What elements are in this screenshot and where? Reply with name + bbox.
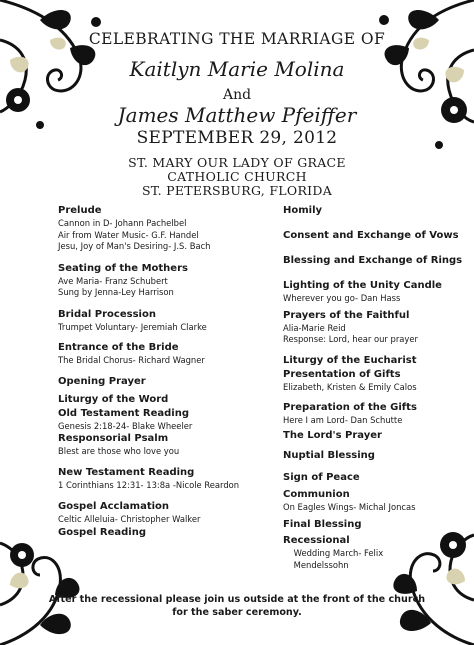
program-item-title: Communion <box>283 488 350 500</box>
program-item-title: Nuptial Blessing <box>283 449 375 461</box>
program-item <box>283 279 474 305</box>
program-item-detail: The Bridal Chorus- Richard Wagner <box>58 355 205 365</box>
program-item <box>283 254 474 268</box>
program-item <box>283 354 474 368</box>
program-item <box>283 534 474 571</box>
program-item <box>58 432 258 458</box>
program-item-detail: Elizabeth, Kristen & Emily Calos <box>283 381 417 392</box>
program-item-title: Sign of Peace <box>283 471 360 483</box>
program-item <box>283 401 474 427</box>
program-item <box>283 368 474 394</box>
program-item-detail: Response: Lord, hear our prayer <box>283 334 418 344</box>
program-item <box>283 204 474 218</box>
program-item-detail: 1 Corinthians 12:31- 13:8a -Nicole Reardon <box>58 479 240 490</box>
footer-line-1: After the recessional please join us outside at the front of the church <box>48 594 426 605</box>
program-item-title: Gospel Reading <box>58 526 146 538</box>
program-item-detail: Blest are those who love you <box>58 446 180 456</box>
program-item-detail: Wherever you go- Dan Hass <box>283 293 401 303</box>
and-text: And <box>222 87 252 103</box>
program-item-detail: Cannon in D- Johann Pachelbel <box>58 218 187 228</box>
footer-line-2: for the saber ceremony. <box>172 607 302 618</box>
church-type: CATHOLIC CHURCH <box>167 169 307 184</box>
program-item <box>58 204 258 253</box>
program-item-title: Responsorial Psalm <box>58 433 169 444</box>
program-item <box>283 488 474 514</box>
program-item-detail: Mendelssohn <box>283 559 349 570</box>
program-item <box>283 309 474 346</box>
program-item <box>58 500 258 526</box>
church-info <box>0 156 474 198</box>
program-item-title: Bridal Procession <box>58 308 156 320</box>
church-name: ST. MARY OUR LADY OF GRACE <box>128 155 346 170</box>
program-item <box>283 518 474 532</box>
program-item-title: Recessional <box>283 535 350 546</box>
program-item-detail: On Eagles Wings- Michal Joncas <box>283 501 416 512</box>
program-item <box>58 308 258 334</box>
footer-note <box>0 593 474 619</box>
program-item-detail: Ave Maria- Franz Schubert <box>58 275 168 286</box>
program-right-column <box>283 204 474 571</box>
program-item-title: New Testament Reading <box>58 466 195 478</box>
program-item-detail: Celtic Alleluia- Christopher Walker <box>58 514 201 524</box>
celebrating-heading: CELEBRATING THE MARRIAGE OF <box>88 30 386 48</box>
program-item-title: Prelude <box>58 205 102 216</box>
program-left-column <box>58 204 258 540</box>
program-item-title: Preparation of the Gifts <box>283 402 417 413</box>
program-item <box>58 407 258 433</box>
program-item <box>58 375 258 389</box>
program-item-detail: Jesu, Joy of Man's Desiring- J.S. Bach <box>58 241 211 251</box>
bride-name: Kaitlyn Marie Molina <box>129 57 345 81</box>
groom-name: James Matthew Pfeiffer <box>117 103 357 127</box>
program-item-title: Consent and Exchange of Vows <box>283 230 459 241</box>
wedding-date: SEPTEMBER 29, 2012 <box>136 128 338 148</box>
program-item-title: Liturgy of the Eucharist <box>283 354 417 366</box>
program-item-title: Homily <box>283 205 323 216</box>
program-item-title: Lighting of the Unity Candle <box>283 280 442 291</box>
program-item <box>58 526 258 540</box>
program-item-detail: Genesis 2:18-24- Blake Wheeler <box>58 420 193 431</box>
program-item-detail: Alia-Marie Reid <box>283 322 346 333</box>
program-item <box>283 449 474 463</box>
program-item-title: Liturgy of the Word <box>58 393 169 405</box>
program-item-title: Blessing and Exchange of Rings <box>283 255 463 266</box>
program-item-title: Seating of the Mothers <box>58 262 188 274</box>
program-item-title: Presentation of Gifts <box>283 368 401 380</box>
program-item <box>283 429 474 443</box>
program-item-title: Prayers of the Faithful <box>283 309 410 321</box>
program-item <box>283 229 474 243</box>
program-item <box>58 341 258 367</box>
church-location: ST. PETERSBURG, FLORIDA <box>141 183 333 198</box>
program-item-title: Gospel Acclamation <box>58 501 170 512</box>
program-item-title: Old Testament Reading <box>58 407 190 419</box>
program-item-title: Final Blessing <box>283 519 362 530</box>
program-item <box>58 262 258 299</box>
program-item <box>283 471 474 485</box>
program-item-detail: Trumpet Voluntary- Jeremiah Clarke <box>58 321 207 332</box>
program-item-detail: Sung by Jenna-Ley Harrison <box>58 287 174 297</box>
program-item <box>58 466 258 492</box>
program-item <box>58 393 258 407</box>
program-item-title: Entrance of the Bride <box>58 342 179 353</box>
program-item-detail: Here I am Lord- Dan Schutte <box>283 415 403 425</box>
program-item-detail: Air from Water Music- G.F. Handel <box>58 229 199 240</box>
program-item-detail: Wedding March- Felix <box>283 548 384 558</box>
program-item-title: The Lord's Prayer <box>283 429 382 441</box>
program-item-title: Opening Prayer <box>58 375 146 387</box>
